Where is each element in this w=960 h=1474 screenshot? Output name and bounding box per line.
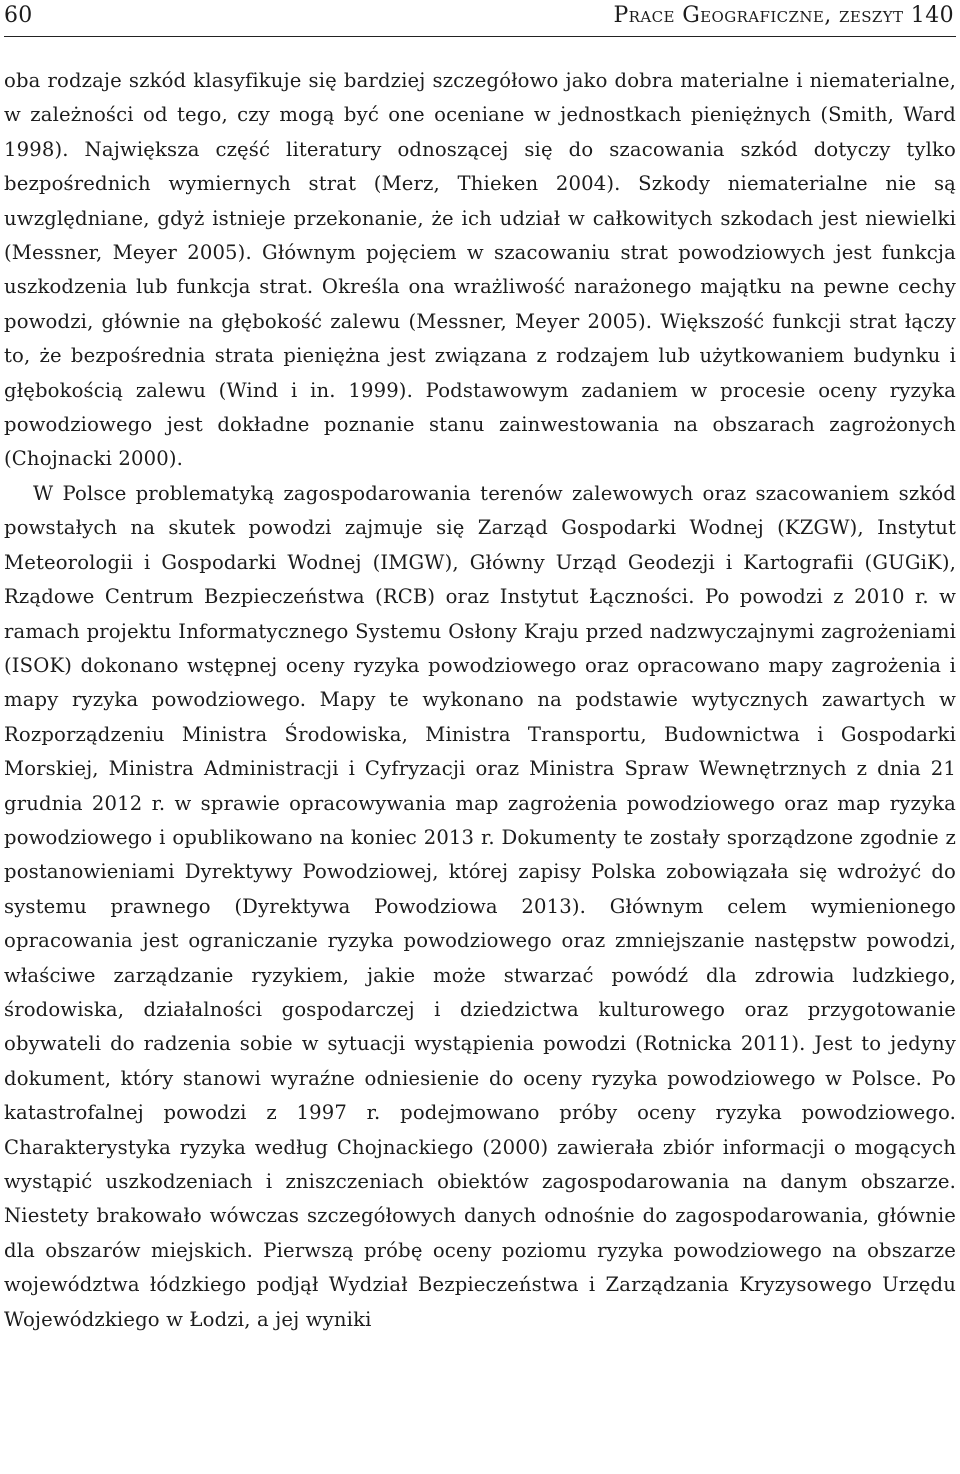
paragraph-2: W Polsce problematyką zagospodarowania terenów zalewowych oraz szacowaniem szkód powstałych na skutek powodzi zajmuje się Zarząd Gospodarki Wodnej (KZGW), Instytut Meteorologii i Gospodarki Wodnej (IMGW), Główny Urząd Geodezji i Kartografii (GUGiK), Rządowe Centrum Bezpieczeństwa (RCB) oraz Instytut Łączności. Po powodzi z 2010 r. w ramach projektu Informatycznego Systemu Osłony Kraju przed nadzwyczajnymi zagrożeniami (ISOK) dokonano wstępnej oceny ryzyka powodziowego oraz opracowano mapy zagrożenia i mapy ryzyka powodziowego. Mapy te wykonano na podstawie wytycznych zawartych w Rozporządzeniu Ministra Środowiska, Ministra Transportu, Budownictwa i Gospodarki Morskiej, Ministra Administracji i Cyfryzacji oraz Ministra Spraw Wewnętrznych z dnia 21 grudnia 2012 r. w sprawie opracowywania map zagrożenia powodziowego oraz map ryzyka powodziowego i opublikowano na koniec 2013 r. Dokumenty te zostały sporządzone zgodnie z postanowieniami Dyrektywy Powodziowej, której zapisy Polska zobowiązała się wdrożyć do systemu prawnego (Dyrektywa Powodziowa 2013). Głównym celem wymienionego opracowania jest ograniczanie ryzyka powodziowego oraz zmniejszanie następstw powodzi, właściwe zarządzanie ryzykiem, jakie może stwarzać powódź dla zdrowia ludzkiego, środowiska, działalności gospodarczej i dziedzictwa kulturowego oraz przygotowanie obywateli do radzenia sobie w sytuacji wystąpienia powodzi (Rotnicka 2011). Jest to jedyny dokument, który stanowi wyraźne odniesienie do oceny ryzyka powodziowego w Polsce. Po katastrofalnej powodzi z 1997 r. podejmowano próby oceny ryzyka powodziowego. Charakterystyka ryzyka według Chojnackiego (2000) zawierała zbiór informacji o mogących wystąpić uszkodzeniach i zniszczeniach obiektów zagospodarowania na danym obszarze. Niestety brakowało wówczas szczegółowych danych odnośnie do zagospodarowania, głównie dla obszarów miejskich. Pierwszą próbę oceny poziomu ryzyka powodziowego na obszarze województwa łódzkiego podjął Wydział Bezpieczeństwa i Zarządzania Kryzysowego Urzędu Wojewódzkiego w Łodzi, a jej wyniki bbox=[4, 481, 956, 1331]
page-number: 60 bbox=[4, 3, 33, 28]
body-text bbox=[4, 64, 956, 1337]
running-title: Prace Geograficzne, zeszyt 140 bbox=[613, 3, 954, 28]
page-header bbox=[4, 0, 956, 37]
paragraph-1: oba rodzaje szkód klasyfikuje się bardziej szczegółowo jako dobra materialne i niematerialne, w zależności od tego, czy mogą być one oceniane w jednostkach pieniężnych (Smith, Ward 1998). Największa część literatury odnoszącej się do szacowania szkód dotyczy tylko bezpośrednich wymiernych strat (Merz, Thieken 2004). Szkody niematerialne nie są uwzględniane, gdyż istnieje przekonanie, że ich udział w całkowitych szkodach jest niewielki (Messner, Meyer 2005). Głównym pojęciem w szacowaniu strat powodziowych jest funkcja uszkodzenia lub funkcja strat. Określa ona wrażliwość narażonego majątku na pewne cechy powodzi, głównie na głębokość zalewu (Messner, Meyer 2005). Większość funkcji strat łączy to, że bezpośrednia strata pieniężna jest związana z rodzajem lub użytkowaniem budynku i głębokością zalewu (Wind i in. 1999). Podstawowym zadaniem w procesie oceny ryzyka powodziowego jest dokładne poznanie stanu zainwestowania na obszarach zagrożonych (Chojnacki 2000). bbox=[4, 69, 956, 471]
